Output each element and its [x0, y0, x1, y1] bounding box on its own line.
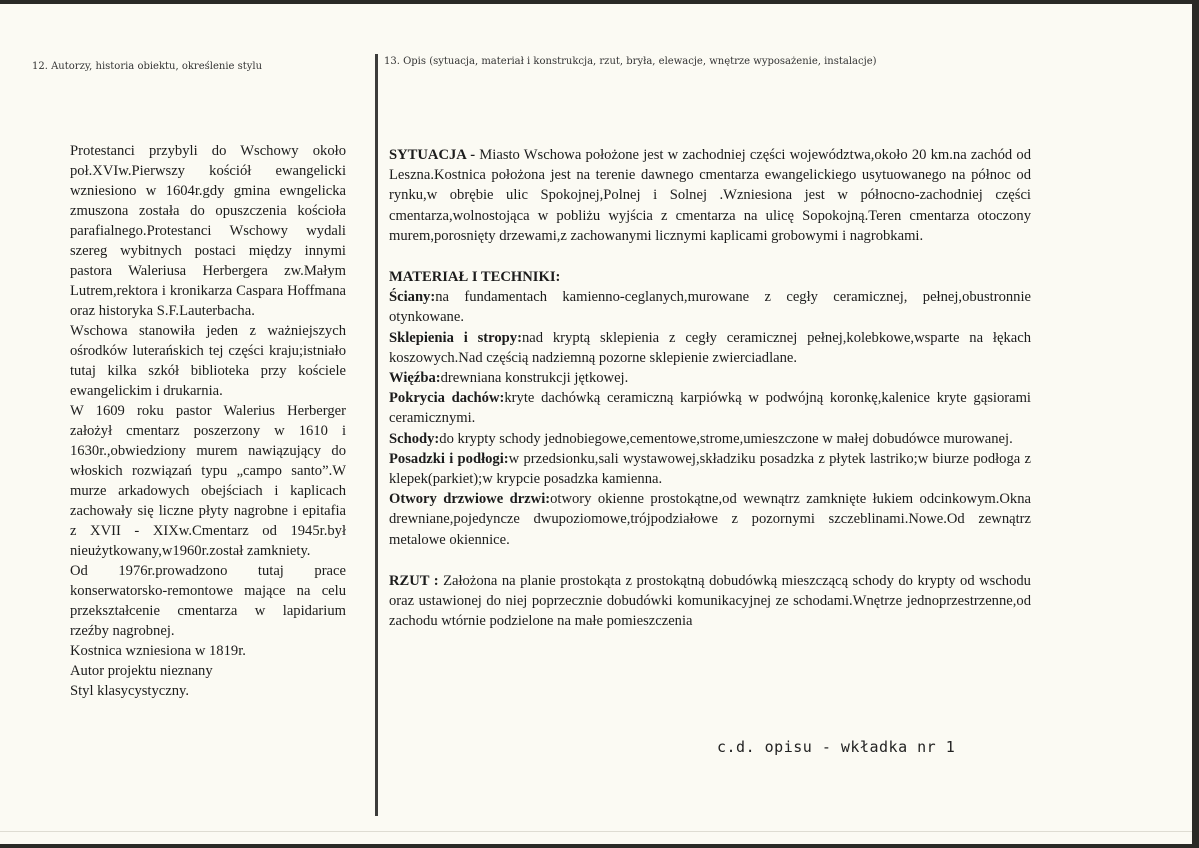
architect-info: Autor projektu nieznany: [70, 663, 213, 679]
situation-section: [389, 145, 1031, 246]
materials-item-label: Ściany:: [389, 289, 436, 306]
materials-item: [389, 287, 1031, 327]
field-12-label: 12. Autorzy, historia obiektu, określenie stylu: [32, 61, 263, 72]
materials-item-text: na fundamentach kamienno-ceglanych,murowane z cegły ceramicznej, pełnej,obustronnie otynkowane.: [389, 289, 1031, 326]
materials-item-text: kryte dachówką ceramiczną karpiówką w podwójną koronkę,kalenice kryte gąsiorami ceramicznymi.: [389, 390, 1031, 427]
materials-item-text: otwory okienne prostokątne,od wewnątrz zamknięte łukiem odcinkowym.Okna drewniane,pojedyncze dwupoziomowe,trójpodziałowe z pozornymi szczeblinami.Nowe.Od zewnątrz metalowe okiennice.: [389, 491, 1031, 548]
plan-label: RZUT :: [389, 572, 439, 589]
materials-item: [389, 328, 1031, 368]
materials-item-text: drewniana konstrukcji jętkowej.: [440, 370, 629, 387]
materials-item: [389, 388, 1031, 428]
materials-item: [389, 449, 1031, 489]
field-13-label: 13. Opis (sytuacja, materiał i konstrukcja, rzut, bryła, elewacje, wnętrze wyposażenie, instalacje): [384, 56, 877, 67]
history-paragraph: Wschowa stanowiła jeden z ważniejszych ośrodków luterańskich tej części kraju;istniało tutaj kilka szkół biblioteka przy kościele ewangelickim i drukarnia.: [70, 323, 346, 399]
materials-item-label: Posadzki i podłogi:: [389, 450, 509, 467]
materials-item-label: Pokrycia dachów:: [389, 390, 505, 407]
plan-text: Założona na planie prostokąta z prostokątną dobudówką mieszczącą schody do krypty od wschodu oraz ustawionej do niej poprzecznie dobudówki komunikacyjnej ze schodami.Wnętrze jednoprzestrzenne,od zachodu wtórnie podzielone na małe pomieszczenia: [389, 572, 1031, 630]
materials-item-label: Sklepienia i stropy:: [389, 329, 522, 346]
materials-item-label: Otwory drzwiowe drzwi:: [389, 491, 551, 508]
materials-item-label: Schody:: [389, 430, 440, 447]
situation-text: Miasto Wschowa położone jest w zachodniej części województwa,około 20 km.na zachód od Leszna.Kostnica położona jest na terenie dawnego cmentarza ewangelickiego usytuowanego na północ od rynku,w obrębie ulic Spokojnej,Polnej i Solnej .Wzniesiona jest w północno-zachodniej części cmentarza,wolnostojąca w pobliżu wyjścia z cmentarza na ulicę Sopokojną.Teren cmentarza otoczony murem,porosnięty drzewami,z zachowanymi licznymi kaplicami grobowymi i nagrobkami.: [389, 147, 1031, 244]
continuation-note: c.d. opisu - wkładka nr 1: [717, 738, 956, 756]
history-paragraph: Od 1976r.prowadzono tutaj prace konserwatorsko-remontowe mające na celu przekształcenie cmentarza w lapidarium rzeźby nagrobnej.: [70, 563, 346, 639]
history-paragraph: W 1609 roku pastor Walerius Herberger założył cmentarz poszerzony w 1610 i 1630r.,obwiedziony murem nawiązujący do włoskich rozwiązań typu „campo santo”.W murze arkadowych obejściach i kaplicach zachowały się liczne płyty nagrobne i epitafia z XVII - XIXw.Cmentarz od 1945r.był nieużytkowany,w1960r.został zamkniety.: [70, 403, 346, 559]
history-column: [70, 141, 346, 701]
materials-item: [389, 368, 1031, 388]
plan-section: [389, 571, 1031, 632]
bottom-rule: [0, 831, 1192, 832]
materials-item-label: Więźba:: [389, 370, 441, 387]
architectural-style: Styl klasycystyczny.: [70, 683, 190, 699]
materials-item: [389, 429, 1031, 449]
construction-date: Kostnica wzniesiona w 1819r.: [70, 643, 246, 659]
materials-item-text: do krypty schody jednobiegowe,cementowe,strome,umieszczone w małej dobudówce murowanej.: [439, 430, 1013, 447]
materials-item: [389, 489, 1031, 550]
materials-heading: MATERIAŁ I TECHNIKI:: [389, 269, 561, 286]
situation-label: SYTUACJA -: [389, 147, 476, 163]
column-divider: [375, 54, 378, 816]
description-column: [389, 145, 1031, 631]
history-paragraph: Protestanci przybyli do Wschowy około poł.XVIw.Pierwszy kościół ewangelicki wzniesiono w 1604r.gdy gmina ewngelicka zmuszona została do opuszczenia kościoła parafialnego.Protestanci Wschowy wydali szereg wybitnych postaci między innymi pastora Waleriusa Herbergera zw.Małym Lutrem,rektora i kronikarza Caspara Hoffmana oraz historyka S.F.Lauterbacha.: [70, 143, 346, 319]
materials-item-text: nad kryptą sklepienia z cegły ceramicznej pełnej,kolebkowe,wsparte na łękach koszowych.Nad częścią nadziemną pozorne sklepienie zwierciadlane.: [389, 329, 1031, 366]
materials-item-text: w przedsionku,sali wystawowej,składziku posadzka z płytek lastriko;w biurze podłoga z klepek(parkiet);w krypcie posadzka kamienna.: [389, 450, 1031, 488]
document-page: [0, 4, 1192, 844]
